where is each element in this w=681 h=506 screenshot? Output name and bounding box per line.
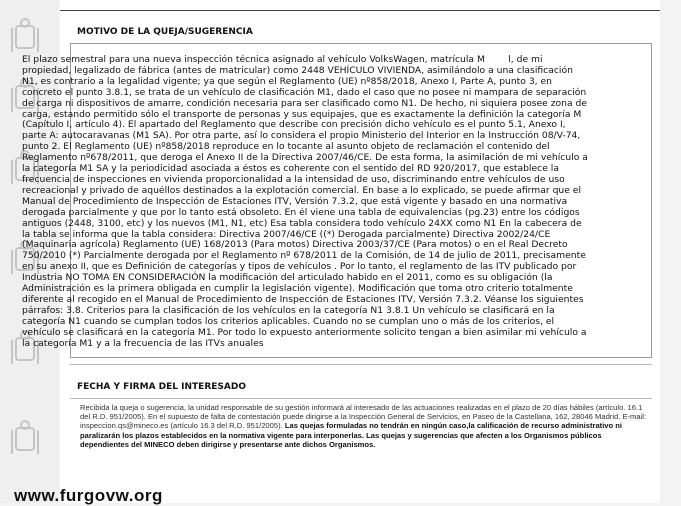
- coat-of-arms-icon: [10, 18, 40, 58]
- coat-of-arms-icon: [10, 420, 40, 460]
- motivo-section-title: MOTIVO DE LA QUEJA/SUGERENCIA: [77, 27, 253, 37]
- section-divider: [70, 398, 652, 399]
- section-divider: [70, 364, 652, 365]
- page-edge: [660, 0, 681, 503]
- fecha-section-title: FECHA Y FIRMA DEL INTERESADO: [77, 382, 246, 392]
- legal-notice-text: Recibida la queja o sugerencia, la unidad responsable de su gestión informará al interesado de las actuaciones realizadas en el plazo de 20 días hábiles (artículo. 16.1 del R.D. 951/2005). En el supuesto de falta de contestación puede dirigirse a la Inspección General de Servicios, en Paseo de la Castellana, 162, 28046 Madrid. E-mail: inspeccion.qs@mineco.es (artículo 16.3 del R.D. 951/2005).: [80, 403, 647, 431]
- motivo-body-text: El plazo semestral para una nueva inspección técnica asignado al vehículo VolksWagen, matrícula M l, de mi propiedad, legalizado de fábrica (antes de matricular) como 2448 VEHÍCULO VIVIENDA, asimilándolo a una clasificación N1, es contrario a la legalidad vigente; ya que según el Reglamento (UE) nº858/2018, Anexo I, Parte A, punto 3, en concreto el punto 3.8.1, se trata de un vehículo de clasificación M1, dado el caso que no posee ni mampara de separación de carga ni dispositivos de amarre, condición necesaria para ser clasificado como N1. De hecho, ni siquiera posee zona de carga, estando permitido sólo el transporte de personas y sus equipajes, que es exactamente la definición la categoría M (Capítulo I, artículo 4). El apartado del Reglamento que describe con precisión dicho vehículo es el punto 5.1, Anexo I, parte A: autocaravanas (M1 SA). Por otra parte, así lo considera el propio Ministerio del Interior en la Instrucción 08/V-74, punto 2. El Reglamento (UE) nº858/2018 reproduce en lo tocante al asunto objeto de reclamación el contenido del Reglamento nº678/2011, que deroga el Anexo II de la Directiva 2007/46/CE. De esta forma, la asimilación de mi vehículo a la categoría M1 SA y la periodicidad asociada a éstos es coherente con el sentido del RD 920/2017, que establece la frecuencia de inspecciones en vivienda proporcionalidad a la intensidad de uso, discriminando entre vehículos de uso recreacional y privado de aquéllos destinados a la explotación comercial. En base a lo explicado, se puede afirmar que el Manual de Procedimiento de Inspección de Estaciones ITV, Versión 7.3.2, que está vigente y basado en una normativa derogada parcialmente y que por lo tanto está obsoleto. En él viene una tabla de equivalencias (pg.23) entre los códigos antiguos (2448, 3100, etc) y los nuevos (M1, N1, etc) Esa tabla considera todo vehículo 24XX como N1 En la cabecera de la tabla se informa que la tabla considera: Directiva 2007/46/CE ((*) Derogada parcialmente) Directiva 2002/24/CE (Maquinaria agrícola) Reglamento (UE) 168/2013 (Para motos) Directiva 2003/37/CE (Para motos) o en el Real Decreto 750/2010 (*) Parcialmente derogada por el Reglamento nº 678/2011 de la Comisión, de 14 de julio de 2011, precisamente en su anexo II, que es Definición de categorías y tipos de vehículos . Por lo tanto, el reglamento de las ITV publicado por Industria NO TOMA EN CONSIDERACIÓN la modificación del articulado habido en el 2011, como es su obligación (la Administración es la primera obligada en cumplir la legislación vigente). Modificación que toma otro criterio totalmente diferente al recogido en el Manual de Procedimiento de Inspección de Estaciones ITV, Versión 7.3.2. Véanse los siguientes párrafos: 3.8. Criterios para la clasificación de los vehículos en la categoría N1 3.8.1 Un vehículo se clasificará en la categoría N1 cuando se cumplan todos los criterios aplicables. Cuando no se cumplan uno o más de los criterios, el vehículo se clasificará en la categoría M1. Por todo lo expuesto anteriormente solicito tengan a bien asimilar mi vehículo a la categoría M1 y a la frecuencia de las ITVs anuales: [22, 54, 591, 349]
- legal-notice: [80, 403, 650, 449]
- legal-notice-bold: Las quejas formuladas no tendrán en ningún caso,la calificación de recurso administrativo ni paralizarán los plazos establecidos en la normativa vigente para interponerlas. Las quejas y sugerencias que afecten a los Organismos públicos dependientes del MINECO deben dirigirse y presentarse ante dichos Organismos.: [80, 421, 623, 449]
- site-watermark-logo: www.furgovw.org: [14, 486, 163, 505]
- top-divider: [60, 10, 660, 11]
